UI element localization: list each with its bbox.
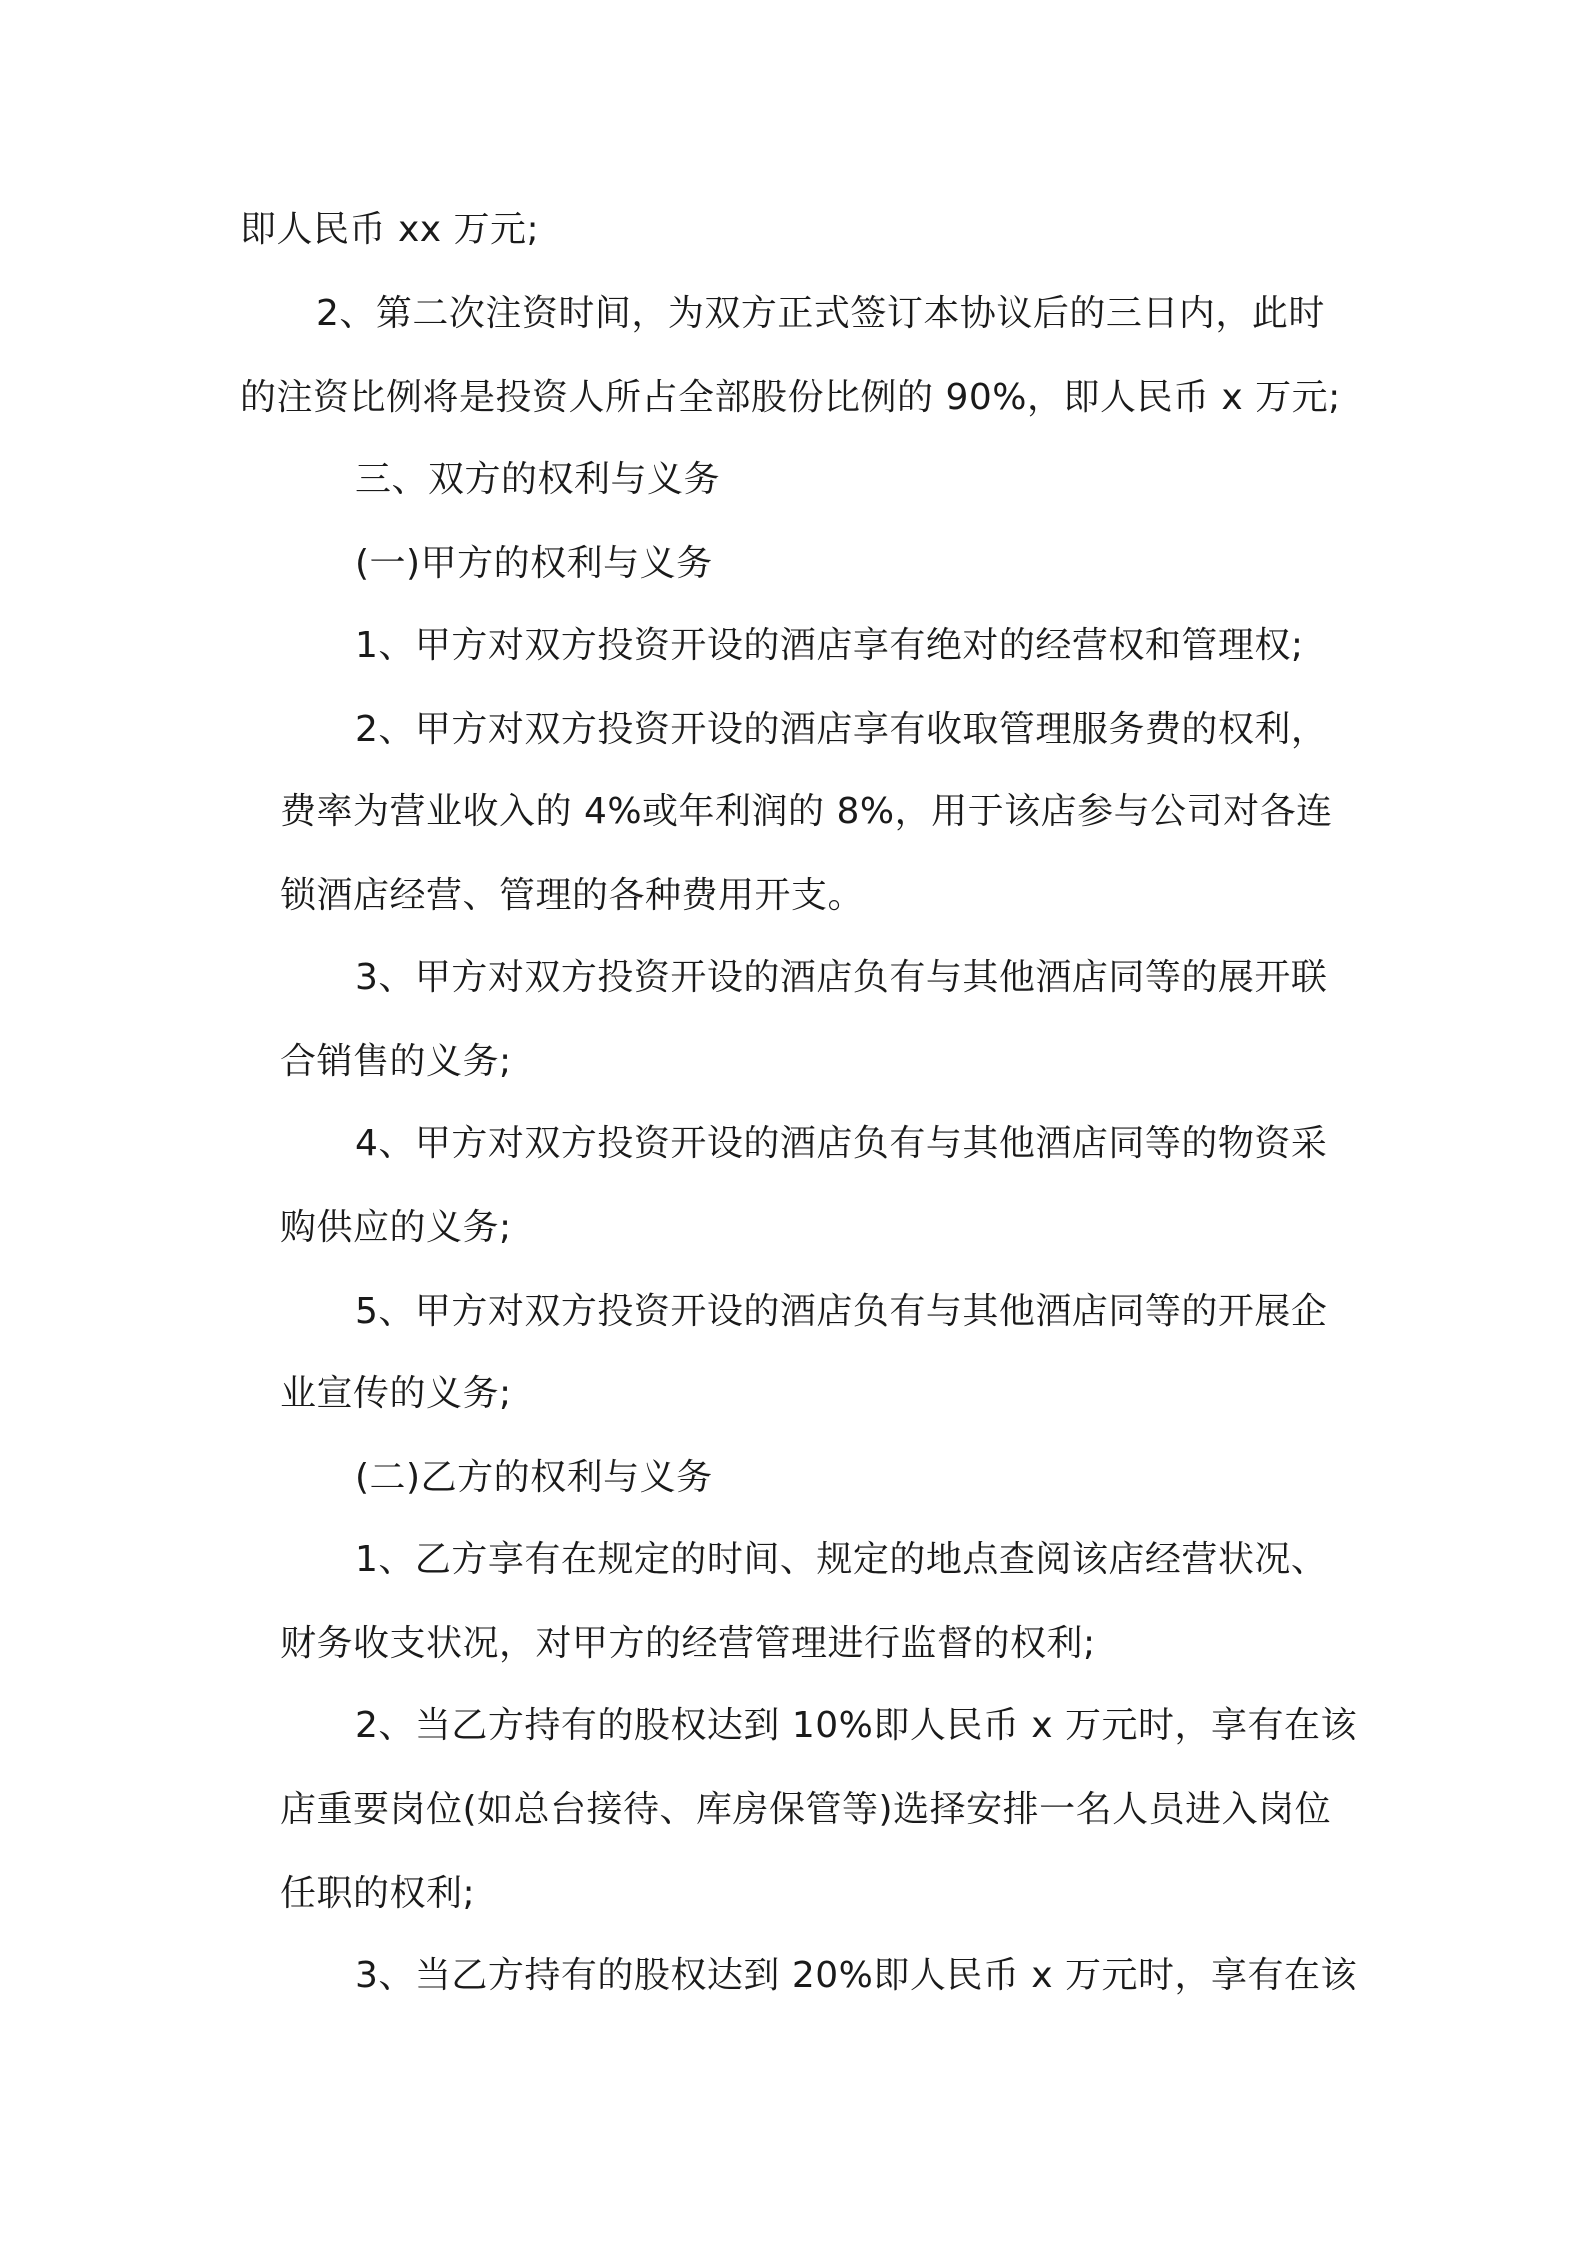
text-line: 店重要岗位(如总台接待、库房保管等)选择安排一名人员进入岗位 xyxy=(280,1789,1332,1830)
text-line: 业宣传的义务; xyxy=(280,1373,512,1414)
text-line: 5、甲方对双方投资开设的酒店负有与其他酒店同等的开展企 xyxy=(355,1291,1328,1332)
text-line: 2、当乙方持有的股权达到 10%即人民币 x 万元时，享有在该 xyxy=(355,1705,1358,1746)
text-line: 1、乙方享有在规定的时间、规定的地点查阅该店经营状况、 xyxy=(355,1539,1328,1580)
text-line: 任职的权利; xyxy=(280,1873,476,1914)
text-line: 合销售的义务; xyxy=(280,1041,512,1082)
subsection-heading: (一)甲方的权利与义务 xyxy=(355,543,713,584)
text-line: 费率为营业收入的 4%或年利润的 8%，用于该店参与公司对各连 xyxy=(280,791,1333,832)
text-line: 3、当乙方持有的股权达到 20%即人民币 x 万元时，享有在该 xyxy=(355,1955,1358,1996)
text-line: 财务收支状况，对甲方的经营管理进行监督的权利; xyxy=(280,1623,1096,1664)
text-line: 购供应的义务; xyxy=(280,1207,512,1248)
text-line: 锁酒店经营、管理的各种费用开支。 xyxy=(280,875,865,916)
text-line: 1、甲方对双方投资开设的酒店享有绝对的经营权和管理权; xyxy=(355,625,1304,666)
text-line: 3、甲方对双方投资开设的酒店负有与其他酒店同等的展开联 xyxy=(355,957,1328,998)
text-line: 2、甲方对双方投资开设的酒店享有收取管理服务费的权利， xyxy=(355,709,1328,750)
subsection-heading: (二)乙方的权利与义务 xyxy=(355,1457,713,1498)
section-heading: 三、双方的权利与义务 xyxy=(355,459,721,500)
text-line: 即人民币 xx 万元; xyxy=(240,209,540,250)
text-line: 2、第二次注资时间，为双方正式签订本协议后的三日内，此时 xyxy=(316,293,1325,334)
text-line: 4、甲方对双方投资开设的酒店负有与其他酒店同等的物资采 xyxy=(355,1123,1328,1164)
text-line: 的注资比例将是投资人所占全部股份比例的 90%，即人民币 x 万元; xyxy=(240,377,1341,418)
